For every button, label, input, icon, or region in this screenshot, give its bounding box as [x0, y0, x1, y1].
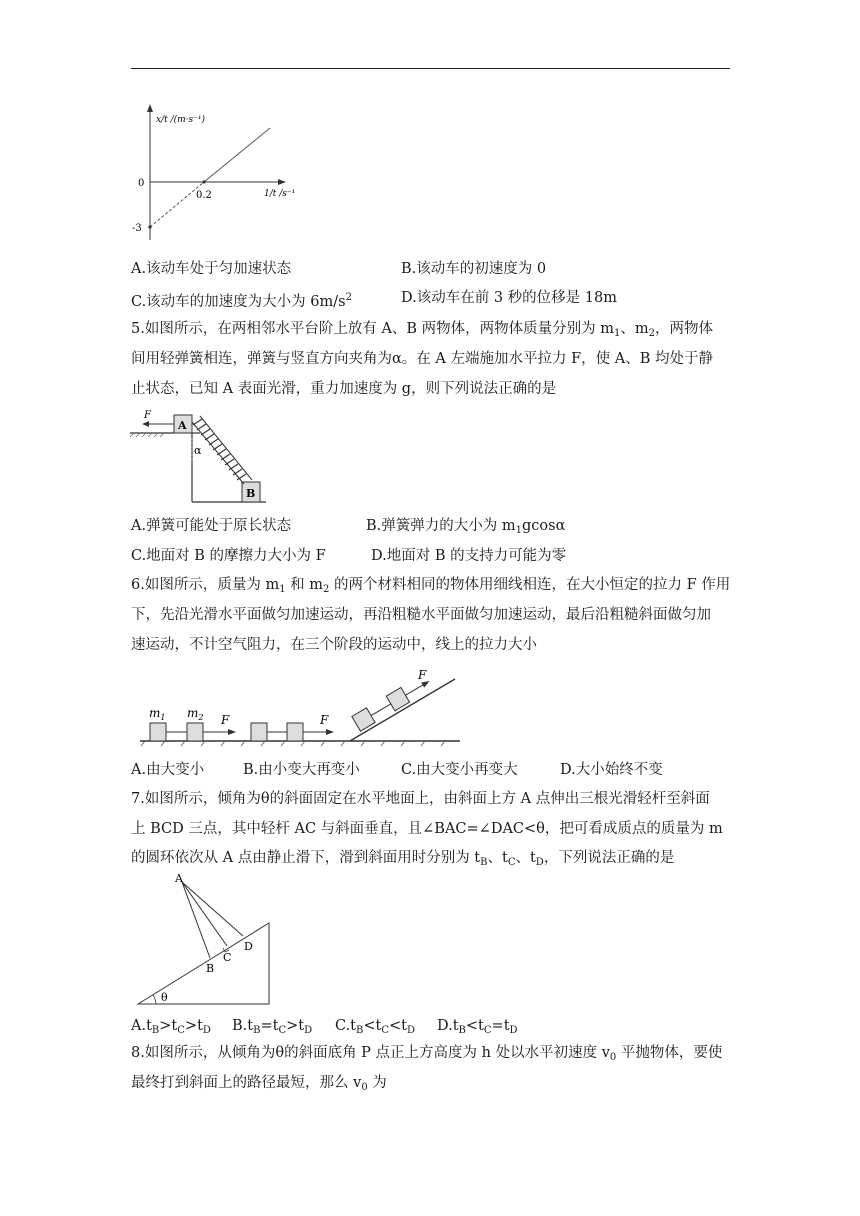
q7-point-b: B	[206, 962, 215, 975]
q6-option-d: D.大小始终不变	[560, 762, 663, 778]
q5-stem-line3: 止状态，已知 A 表面光滑，重力加速度为 g，则下列说法正确的是	[131, 381, 557, 397]
q4-option-c: C.该动车的加速度为大小为 $6m/s^2$	[131, 292, 352, 310]
q4-option-a: A.该动车处于匀加速状态	[131, 261, 292, 277]
q7-point-d: D	[244, 940, 253, 953]
q6-option-c: C.由大变小再变大	[401, 762, 518, 778]
q6-option-a: A.由大变小	[131, 762, 205, 778]
q5-stem-line2: 间用轻弹簧相连，弹簧与竖直方向夹角为α。在 A 左端施加水平拉力 F，使 A、B 均处于静	[131, 351, 713, 367]
q5-angle-label: α	[194, 444, 202, 457]
q4-velocity-graph	[130, 100, 296, 240]
q6-force-label-1: F	[221, 713, 230, 727]
q4-y-tick-label: -3	[132, 223, 142, 234]
q7-option-b: $B.t_B=t_C>t_D$	[232, 1018, 313, 1036]
q7-point-c: C	[223, 951, 232, 964]
q6-stem-line1: 6.如图所示，质量为 $m_1$ 和 $m_2$ 的两个材料相同的物体用细线相连，在大小恒定的拉力 F 作用	[131, 577, 731, 595]
q5-force-label: F	[144, 410, 151, 421]
q4-origin-label: 0	[138, 178, 145, 189]
q6-figure	[135, 662, 465, 752]
q5-figure	[130, 402, 290, 508]
q5-block-b-label: B	[246, 487, 256, 500]
q6-m2-label: $m_2$	[187, 706, 204, 722]
q4-y-axis-label: x/t /(m·s⁻¹)	[156, 115, 206, 125]
q5-option-d: D.地面对 B 的支持力可能为零	[371, 548, 567, 564]
q5-option-a: A.弹簧可能处于原长状态	[131, 518, 292, 534]
q4-x-axis-label: 1/t /s⁻¹	[264, 189, 296, 199]
q4-option-b: B.该动车的初速度为 0	[401, 261, 547, 277]
q6-option-b: B.由小变大再变小	[243, 762, 360, 778]
q7-theta-label: θ	[161, 991, 168, 1004]
q7-point-a: A	[175, 872, 183, 885]
q7-stem-line1: 7.如图所示，倾角为θ的斜面固定在水平地面上，由斜面上方 A 点伸出三根光滑轻杆至斜面	[131, 791, 710, 807]
q6-m1-label: $m_1$	[149, 706, 166, 722]
q6-stem-line3: 速运动，不计空气阻力，在三个阶段的运动中，线上的拉力大小	[131, 637, 537, 653]
q6-force-label-3: F	[418, 668, 427, 682]
q8-stem-line1: 8.如图所示，从倾角为θ的斜面底角 P 点正上方高度为 h 处以水平初速度 $v_0$ 平抛物体，要使	[131, 1045, 723, 1063]
q4-option-d: D.该动车在前 3 秒的位移是 18m	[401, 290, 617, 306]
q5-stem-line1: 5.如图所示，在两相邻水平台阶上放有 A、B 两物体，两物体质量分别为 $m_1$、$m_2$，两物体	[131, 321, 714, 339]
q8-stem-line2: 最终打到斜面上的路径最短，那么 $v_0$ 为	[131, 1075, 387, 1093]
q4-x-tick-label: 0.2	[196, 190, 212, 201]
q6-force-label-2: F	[320, 713, 329, 727]
q7-stem-line3: 的圆环依次从 A 点由静止滑下，滑到斜面用时分别为 $t_B$、$t_C$、$t_D$，下列说法正确的是	[131, 850, 675, 868]
q5-block-a-label: A	[178, 419, 187, 432]
q5-option-b: B.弹簧弹力的大小为 $m_1gcos\alpha$	[366, 518, 566, 536]
q5-option-c: C.地面对 B 的摩擦力大小为 F	[131, 548, 326, 564]
q7-figure	[130, 870, 280, 1010]
q7-stem-line2: 上 BCD 三点，其中轻杆 AC 与斜面垂直，且∠BAC=∠DAC<θ，把可看成质点的质量为 m	[131, 821, 723, 837]
q7-option-a: $A.t_B>t_C>t_D$	[131, 1018, 211, 1036]
q7-option-d: $D.t_B<t_C=t_D$	[437, 1018, 518, 1036]
q6-stem-line2: 下，先沿光滑水平面做匀加速运动，再沿粗糙水平面做匀加速运动，最后沿粗糙斜面做匀加	[131, 607, 711, 623]
q7-option-c: $C.t_B<t_C<t_D$	[335, 1018, 416, 1036]
header-rule	[131, 68, 730, 69]
